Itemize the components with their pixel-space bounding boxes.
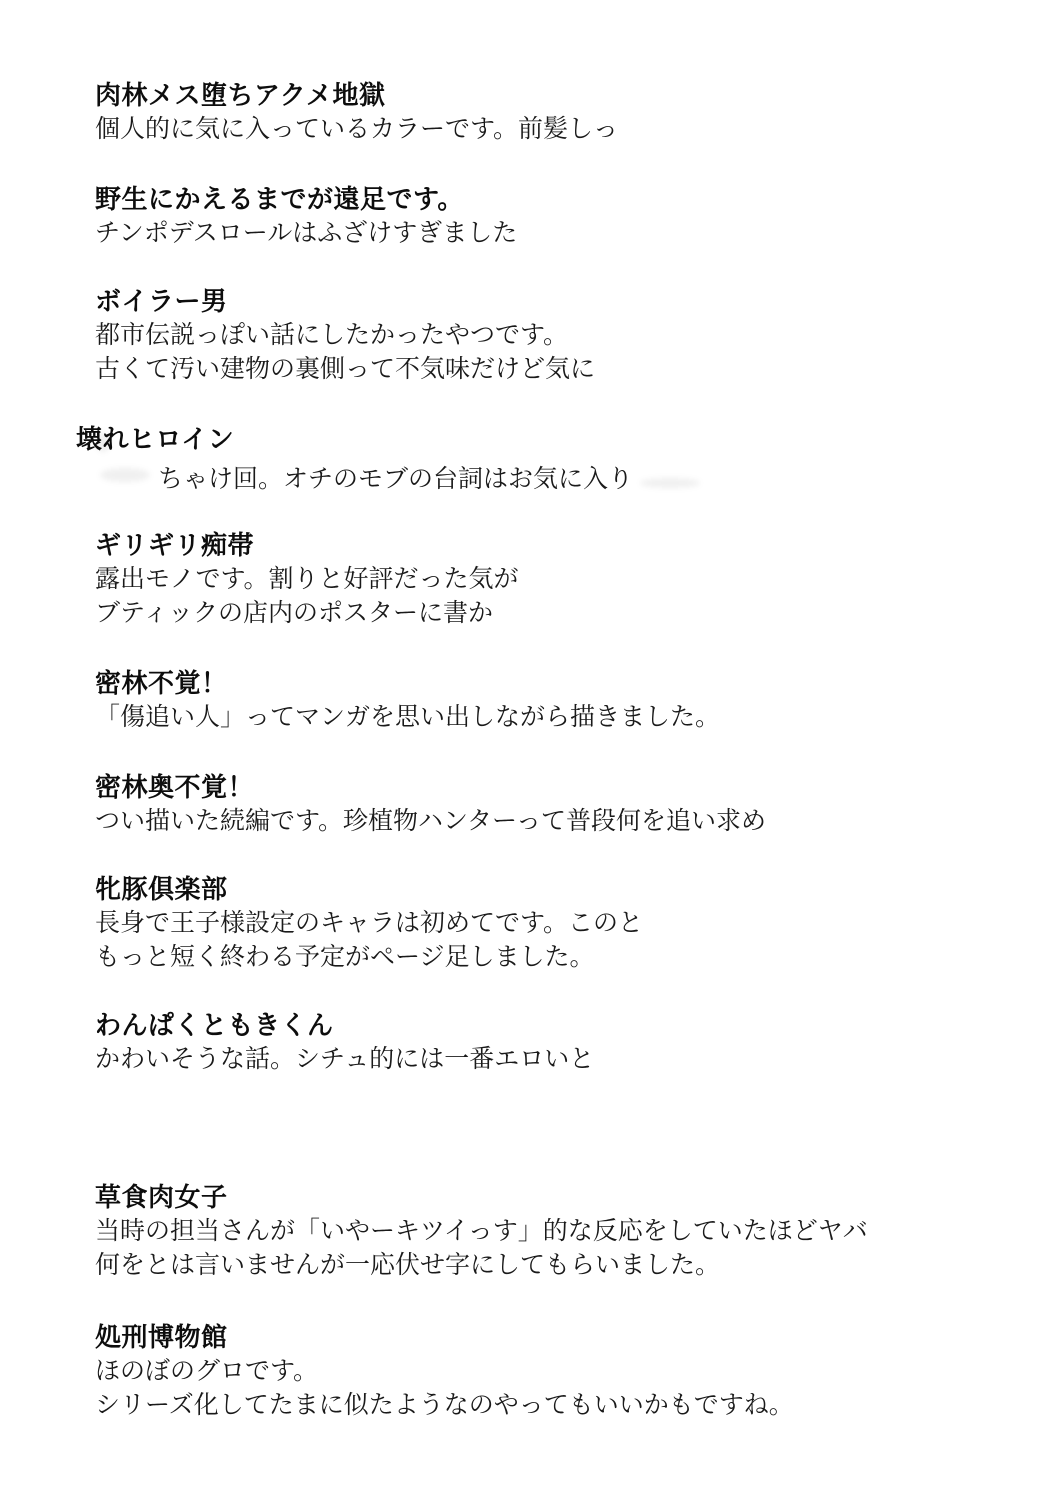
entry-text-line: もっと短く終わる予定がページ足しました。 — [95, 942, 595, 971]
entry-text-line: 「傷追い人」ってマンガを思い出しながら描きました。 — [95, 702, 721, 731]
entry-text-line: チンポデスロールはふざけすぎました — [95, 218, 518, 247]
entry-title: 肉林メス堕ちアクメ地獄 — [95, 81, 386, 111]
entry-text-line: 古くて汚い建物の裏側って不気味だけど気に — [95, 354, 596, 383]
entry-text-line: ブティックの店内のポスターに書か — [95, 598, 494, 627]
entry-text-line: 何をとは言いませんが一応伏せ字にしてもらいました。 — [95, 1250, 721, 1279]
entry-text-line: シリーズ化してたまに似たようなのやってもいいかもですね。 — [95, 1390, 794, 1419]
entry-11 — [95, 1322, 794, 1422]
entry-text-line: 長身で王子様設定のキャラは初めてです。このと — [95, 908, 644, 937]
entry-1 — [95, 80, 630, 146]
entry-title: 密林奥不覚！ — [95, 773, 255, 803]
entry-text-line: 露出モノです。割りと好評だった気が — [95, 564, 519, 593]
entry-title: 草食肉女子 — [95, 1183, 228, 1213]
entry-3 — [95, 286, 620, 386]
entry-title: 密林不覚！ — [95, 669, 228, 699]
entry-10 — [95, 1182, 890, 1282]
entry-9 — [95, 1010, 610, 1076]
entry-title: 処刑博物館 — [95, 1323, 228, 1353]
entry-title: 野生にかえるまでが遠足です。 — [95, 185, 464, 215]
scan-smudge — [96, 432, 110, 452]
entry-title: 壊れヒロイン — [76, 425, 235, 455]
entry-title: ボイラー男 — [95, 287, 228, 317]
entry-5 — [95, 530, 530, 630]
entry-2 — [95, 184, 530, 250]
scan-smudge — [100, 468, 150, 482]
entry-title: わんぱくともきくん — [95, 1011, 334, 1041]
entry-8 — [95, 874, 660, 974]
entry-text-line: 当時の担当さんが「いやーキツイっす」的な反応をしていたほどヤバ — [95, 1216, 868, 1245]
entry-text-line: 個人的に気に入っているカラーです。前髪しっ — [95, 114, 619, 143]
entry-text-line: ほのぼのグロです。 — [95, 1356, 319, 1385]
entry-text-line: ちゃけ回。オチのモブの台詞はお気に入り — [158, 464, 634, 493]
scan-smudge — [640, 478, 700, 488]
entry-text-line: 都市伝説っぽい話にしたかったやつです。 — [95, 320, 569, 349]
entry-text-line: かわいそうな話。シチュ的には一番エロいと — [95, 1044, 595, 1073]
entry-7 — [95, 772, 780, 838]
entry-text-line: つい描いた続編です。珍植物ハンターって普段何を追い求め — [95, 806, 767, 835]
entry-title: ギリギリ痴帯 — [95, 531, 255, 561]
entry-6 — [95, 668, 721, 734]
entry-title: 牝豚倶楽部 — [95, 875, 228, 905]
